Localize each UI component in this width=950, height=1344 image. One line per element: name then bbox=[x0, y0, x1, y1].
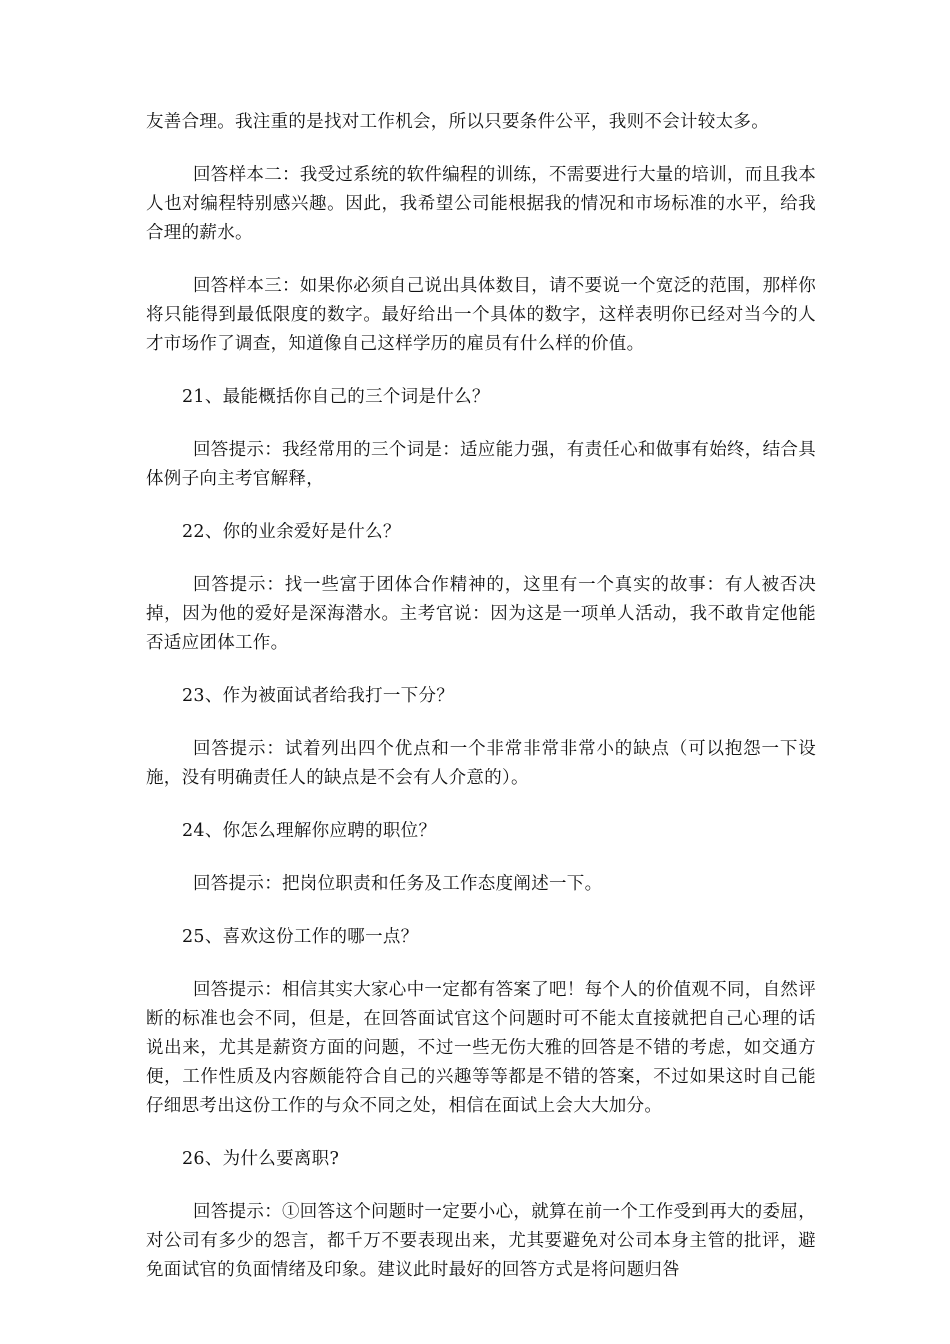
paragraph: 回答提示：相信其实大家心中一定都有答案了吧！每个人的价值观不同，自然评断的标准也会不同，但是，在回答面试官这个问题时可不能太直接就把自己心理的话说出来，尤其是薪资方面的问题，不过一些无伤大雅的回答是不错的考虑，如交通方便，工作性质及内容颇能符合自己的兴趣等等都是不错的答案，不过如果这时自己能仔细思考出这份工作的与众不同之处，相信在面试上会大大加分。 bbox=[146, 980, 816, 1116]
paragraph: 回答提示：找一些富于团体合作精神的，这里有一个真实的故事：有人被否决掉，因为他的爱好是深海潜水。主考官说：因为这是一项单人活动，我不敢肯定他能否适应团体工作。 bbox=[146, 575, 816, 653]
document-body bbox=[146, 108, 816, 1309]
question-heading: 24、你怎么理解你应聘的职位？ bbox=[182, 821, 437, 841]
paragraph: 回答提示：①回答这个问题时一定要小心，就算在前一个工作受到再大的委屈，对公司有多少的怨言，都千万不要表现出来，尤其要避免对公司本身主管的批评，避免面试官的负面情绪及印象。建议此时最好的回答方式是将问题归咎 bbox=[146, 1202, 816, 1280]
paragraph: 回答样本三：如果你必须自己说出具体数目，请不要说一个宽泛的范围，那样你将只能得到最低限度的数字。最好给出一个具体的数字，这样表明你已经对当今的人才市场作了调查，知道像自己这样学历的雇员有什么样的价值。 bbox=[146, 276, 816, 354]
paragraph: 回答提示：试着列出四个优点和一个非常非常非常小的缺点（可以抱怨一下设施，没有明确责任人的缺点是不会有人介意的）。 bbox=[146, 739, 816, 788]
paragraph: 回答提示：我经常用的三个词是：适应能力强，有责任心和做事有始终，结合具体例子向主考官解释， bbox=[146, 440, 816, 489]
question-heading: 21、最能概括你自己的三个词是什么？ bbox=[182, 387, 490, 407]
paragraph: 回答提示：把岗位职责和任务及工作态度阐述一下。 bbox=[193, 874, 603, 894]
question-heading: 26、为什么要离职? bbox=[182, 1149, 340, 1169]
paragraph: 友善合理。我注重的是找对工作机会，所以只要条件公平，我则不会计较太多。 bbox=[146, 112, 769, 132]
question-heading: 23、作为被面试者给我打一下分？ bbox=[182, 686, 455, 706]
question-heading: 22、你的业余爱好是什么？ bbox=[182, 522, 401, 542]
question-heading: 25、喜欢这份工作的哪一点？ bbox=[182, 927, 419, 947]
paragraph: 回答样本二：我受过系统的软件编程的训练，不需要进行大量的培训，而且我本人也对编程特别感兴趣。因此，我希望公司能根据我的情况和市场标准的水平，给我合理的薪水。 bbox=[146, 165, 816, 243]
